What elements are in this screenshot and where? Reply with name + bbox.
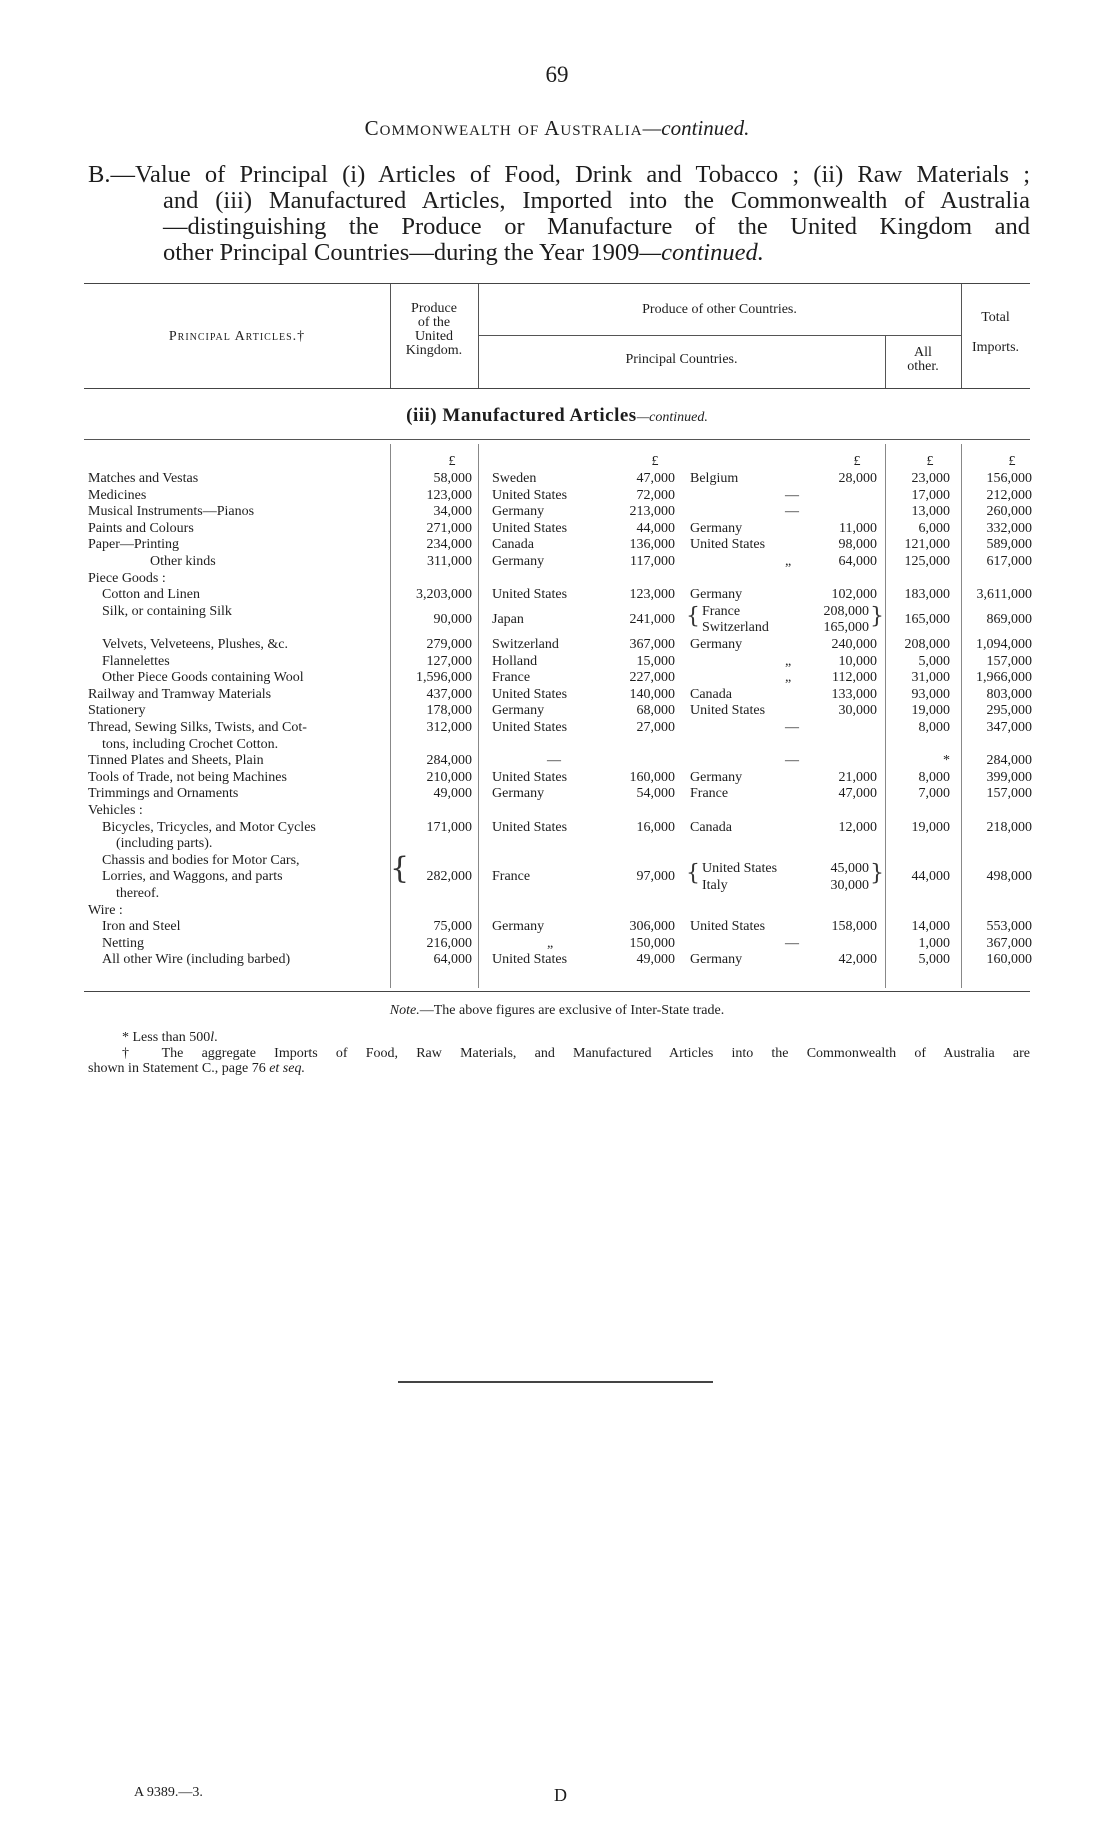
note-label: Note.	[389, 1003, 420, 1018]
country-2-value: 30,000	[838, 703, 877, 719]
country-2-value: 47,000	[838, 786, 877, 802]
article-name: All other Wire (including barbed)	[102, 952, 291, 968]
country-2: Canada	[690, 819, 732, 835]
country-1-value: 27,000	[636, 720, 675, 735]
article-name: Silk, or containing Silk	[102, 603, 232, 619]
total-imports-value: 589,000	[986, 537, 1032, 553]
page-number: 69	[545, 62, 569, 87]
print-reference: A 9389.—3.	[134, 1785, 203, 1800]
country-1-value: 213,000	[629, 504, 675, 520]
all-other-value: 19,000	[911, 703, 950, 719]
country-2: Germany	[690, 520, 743, 536]
article-name: Musical Instruments—Pianos	[88, 504, 255, 520]
title-line-3: —distinguishing the Produce or Manufacture of the United Kingdom and	[163, 213, 1030, 240]
total-imports-value: 295,000	[986, 703, 1032, 719]
country-1: —	[547, 753, 561, 769]
uk-value: 34,000	[433, 504, 472, 520]
brace-icon: {	[686, 861, 700, 887]
article-name: Paper—Printing	[88, 537, 179, 553]
uk-value: 1,596,000	[416, 670, 472, 686]
country-2-value: 158,000	[831, 919, 877, 935]
uk-value: 271,000	[426, 520, 472, 536]
country-1-value: 123,000	[629, 587, 675, 603]
country-2-value: 10,000	[838, 653, 877, 669]
article-name-cont: Lorries, and Waggons, and parts	[102, 869, 283, 885]
country-2: France	[690, 786, 729, 802]
title-line-2: and (iii) Manufactured Articles, Imported into the Commonwealth of Australia	[163, 187, 1030, 214]
country-1-value: 16,000	[636, 819, 675, 835]
country-1-value: 227,000	[629, 670, 675, 686]
uk-value: 282,000	[426, 869, 472, 885]
all-other-value: 93,000	[911, 686, 950, 702]
all-other-value: 165,000	[904, 612, 950, 628]
total-imports-value: 498,000	[986, 869, 1032, 885]
footnote-star-end: .	[214, 1030, 218, 1045]
article-name: Other kinds	[150, 554, 216, 569]
total-imports-value: 803,000	[986, 686, 1032, 702]
uk-value: 90,000	[433, 612, 472, 628]
article-name: Trimmings and Ornaments	[88, 786, 239, 802]
all-other-value: *	[943, 753, 950, 769]
total-imports-value: 212,000	[986, 487, 1032, 503]
article-name: Tinned Plates and Sheets, Plain	[88, 753, 264, 769]
country-2: —	[785, 504, 799, 520]
country-1-value: 72,000	[636, 487, 675, 503]
article-name-cont: tons, including Crochet Cotton.	[102, 736, 279, 752]
currency-symbol: £	[448, 454, 456, 469]
brace-icon: {	[390, 850, 410, 886]
total-imports-value: 157,000	[986, 653, 1032, 669]
country-2b: Switzerland	[702, 620, 769, 636]
country-2: —	[785, 487, 799, 503]
country-1: Germany	[492, 919, 545, 935]
currency-symbol: £	[651, 454, 659, 469]
country-1: „	[547, 935, 554, 951]
article-name: Bicycles, Tricycles, and Motor Cycles	[102, 819, 316, 835]
uk-value: 58,000	[433, 471, 472, 486]
country-1-value: 54,000	[636, 786, 675, 802]
country-2: United States	[690, 703, 766, 719]
all-other-value: 14,000	[911, 919, 950, 935]
country-2a: United States	[702, 861, 778, 877]
uk-value: 311,000	[427, 554, 472, 569]
country-1-value: 15,000	[636, 653, 675, 669]
brace-icon: }	[870, 604, 884, 630]
footnote-dagger-line-2	[88, 1061, 1030, 1076]
article-name: Railway and Tramway Materials	[88, 686, 272, 702]
country-1: Switzerland	[492, 637, 559, 652]
country-2b-value: 165,000	[823, 620, 869, 636]
country-1-value: 117,000	[630, 554, 675, 569]
country-2-value: 64,000	[838, 554, 877, 569]
country-1: United States	[492, 952, 568, 968]
country-1-value: 49,000	[636, 952, 675, 968]
section-heading	[0, 405, 1114, 427]
header-all-other	[885, 346, 961, 374]
total-imports-value: 553,000	[986, 919, 1032, 935]
all-other-value: 7,000	[918, 786, 950, 802]
article-name: Thread, Sewing Silks, Twists, and Cot-	[88, 720, 307, 735]
footnote-dagger-etseq: et seq.	[269, 1061, 305, 1076]
total-imports-value: 160,000	[986, 952, 1032, 968]
article-name: Cotton and Linen	[102, 587, 200, 603]
country-1-value: 150,000	[629, 935, 675, 951]
country-2: —	[785, 753, 799, 769]
country-2: Belgium	[690, 471, 739, 486]
country-1: United States	[492, 520, 568, 536]
header-divider	[478, 284, 479, 388]
all-other-value: 13,000	[911, 504, 950, 520]
country-1: France	[492, 670, 531, 686]
country-1: United States	[492, 819, 568, 835]
all-other-value: 17,000	[911, 487, 950, 503]
header-principal-countries: Principal Countries.	[625, 352, 738, 367]
all-other-value: 8,000	[918, 769, 950, 785]
footnote-dagger-text: shown in Statement C., page 76	[88, 1061, 270, 1076]
header-uk-line: of the	[417, 315, 451, 330]
all-other-value: 121,000	[904, 537, 950, 553]
currency-symbol: £	[1008, 454, 1016, 469]
country-1-value: 241,000	[629, 612, 675, 628]
country-2a: France	[702, 603, 741, 619]
article-name: Stationery	[88, 703, 146, 719]
country-1: United States	[492, 720, 568, 735]
country-1-value: 136,000	[629, 537, 675, 553]
uk-value: 127,000	[426, 653, 472, 669]
country-1: France	[492, 869, 531, 885]
article-name: Tools of Trade, not being Machines	[88, 769, 287, 785]
header-uk-line: United	[414, 329, 454, 344]
all-other-value: 31,000	[911, 670, 950, 686]
country-1-value: 160,000	[629, 769, 675, 785]
article-name: Netting	[102, 935, 144, 951]
brace-icon: {	[686, 604, 700, 630]
running-head-main: Commonwealth of Australia	[364, 116, 643, 140]
country-1: United States	[492, 487, 568, 503]
country-1: Germany	[492, 786, 545, 802]
all-other-value: 125,000	[904, 554, 950, 569]
article-name: Wire :	[88, 902, 123, 918]
header-other-countries: Produce of other Countries.	[642, 302, 797, 317]
country-2b: Italy	[702, 877, 728, 893]
country-1: United States	[492, 587, 568, 603]
total-imports-value: 617,000	[986, 554, 1032, 569]
uk-value: 284,000	[426, 753, 472, 769]
total-imports-value: 399,000	[986, 769, 1032, 785]
all-other-value: 183,000	[904, 587, 950, 603]
section-title: (iii) Manufactured Articles	[406, 405, 637, 426]
country-2: Canada	[690, 686, 732, 702]
header-principal-articles: Principal Articles.†	[168, 329, 306, 344]
uk-value: 123,000	[426, 487, 472, 503]
country-2-value: 112,000	[832, 670, 877, 686]
total-imports-value: 347,000	[986, 720, 1032, 735]
country-1-value: 367,000	[629, 637, 675, 652]
country-1-value: 68,000	[636, 703, 675, 719]
country-1: United States	[492, 686, 568, 702]
header-uk-line: Produce	[411, 301, 457, 316]
uk-value: 216,000	[426, 935, 472, 951]
total-imports-value: 157,000	[986, 786, 1032, 802]
country-2-value: 21,000	[838, 769, 877, 785]
country-2: —	[785, 720, 799, 735]
country-1: Holland	[492, 653, 538, 669]
article-name: Piece Goods :	[88, 570, 166, 586]
country-1: Germany	[492, 504, 545, 520]
end-rule	[398, 1381, 713, 1383]
country-2a-value: 45,000	[830, 861, 869, 877]
uk-value: 437,000	[426, 686, 472, 702]
header-total-line: Imports.	[971, 340, 1020, 355]
country-1: Germany	[492, 703, 545, 719]
footnote-dagger-line-1: † The aggregate Imports of Food, Raw Materials, and Manufactured Articles into the Commonwealth of Australia are	[122, 1046, 1030, 1061]
country-2: „	[785, 670, 792, 686]
country-1: Japan	[492, 612, 524, 628]
note	[0, 1003, 1114, 1019]
country-2-value: 98,000	[838, 537, 877, 553]
total-imports-value: 367,000	[986, 935, 1032, 951]
footnote-star-text: * Less than 500	[122, 1030, 211, 1045]
country-1-value: 97,000	[636, 869, 675, 885]
country-2-value: 42,000	[838, 952, 877, 968]
header-all-other-line: other.	[907, 359, 939, 374]
country-2: Germany	[690, 952, 743, 968]
country-2: United States	[690, 919, 766, 935]
article-name: Medicines	[88, 487, 147, 503]
article-name-cont: (including parts).	[116, 836, 213, 852]
title-line-4	[88, 240, 1030, 266]
uk-value: 178,000	[426, 703, 472, 719]
uk-value: 49,000	[433, 786, 472, 802]
country-2-value: 28,000	[838, 471, 877, 486]
table-title	[88, 162, 1030, 266]
uk-value: 234,000	[426, 537, 472, 553]
country-2-value: 12,000	[838, 819, 877, 835]
article-name: Flannelettes	[102, 653, 170, 669]
article-name: Iron and Steel	[102, 919, 181, 935]
footnote-star	[88, 1030, 1064, 1045]
all-other-value: 208,000	[904, 637, 950, 652]
total-imports-value: 284,000	[986, 753, 1032, 769]
currency-symbol: £	[853, 454, 861, 469]
column-divider	[478, 444, 479, 988]
all-other-value: 1,000	[918, 935, 950, 951]
title-line-4-text: other Principal Countries—during the Year 1909	[163, 239, 640, 266]
uk-value: 75,000	[433, 919, 472, 935]
article-name: Matches and Vestas	[88, 471, 199, 486]
table-header	[84, 283, 1030, 389]
header-total-line: Total	[981, 310, 1010, 325]
country-1: Canada	[492, 537, 534, 553]
country-2-value: 11,000	[839, 520, 877, 536]
uk-value: 279,000	[426, 637, 472, 652]
title-line-1: B.—Value of Principal (i) Articles of Food, Drink and Tobacco ; (ii) Raw Materials ;	[88, 161, 1030, 188]
country-2b-value: 30,000	[830, 877, 869, 893]
country-2: Germany	[690, 637, 743, 652]
country-2-value: 240,000	[831, 637, 877, 652]
article-name-cont: thereof.	[116, 886, 160, 901]
country-2-value: 102,000	[831, 587, 877, 603]
country-1: Germany	[492, 554, 545, 569]
uk-value: 3,203,000	[416, 587, 472, 603]
article-name: Vehicles :	[88, 803, 143, 818]
country-1-value: 47,000	[636, 471, 675, 486]
country-1: United States	[492, 769, 568, 785]
header-uk-line: Kingdom.	[405, 343, 463, 358]
uk-value: 210,000	[426, 769, 472, 785]
country-1: Sweden	[492, 471, 537, 486]
article-name: Chassis and bodies for Motor Cars,	[102, 852, 300, 868]
note-text: —The above figures are exclusive of Inter-State trade.	[419, 1003, 725, 1018]
total-imports-value: 1,094,000	[976, 637, 1032, 652]
total-imports-value: 3,611,000	[976, 587, 1032, 603]
all-other-value: 6,000	[918, 520, 950, 536]
header-uk	[390, 302, 478, 358]
article-name: Velvets, Velveteens, Plushes, &c.	[102, 637, 288, 652]
signature-letter: D	[554, 1785, 567, 1805]
article-name: Other Piece Goods containing Wool	[102, 670, 304, 686]
total-imports-value: 332,000	[986, 520, 1032, 536]
total-imports-value: 260,000	[986, 504, 1032, 520]
brace-icon: }	[870, 861, 884, 887]
total-imports-value: 218,000	[986, 819, 1032, 835]
country-2: „	[785, 554, 792, 569]
all-other-value: 5,000	[918, 952, 950, 968]
total-imports-value: 1,966,000	[976, 670, 1032, 686]
title-line-4-cont: —continued.	[639, 239, 764, 266]
footnote-dagger	[88, 1046, 1030, 1076]
country-2: United States	[690, 537, 766, 553]
header-subrule	[478, 335, 961, 336]
header-all-other-line: All	[914, 345, 932, 360]
article-name: Paints and Colours	[88, 520, 194, 536]
all-other-value: 19,000	[911, 819, 950, 835]
all-other-value: 44,000	[911, 869, 950, 885]
country-1-value: 44,000	[636, 520, 675, 536]
all-other-value: 8,000	[918, 720, 950, 735]
running-head-cont: —continued.	[642, 116, 750, 140]
country-2: Germany	[690, 769, 743, 785]
total-imports-value: 869,000	[986, 612, 1032, 628]
body-top-rule	[84, 439, 1030, 440]
currency-symbol: £	[926, 454, 934, 469]
country-2a-value: 208,000	[823, 603, 869, 619]
all-other-value: 23,000	[911, 471, 950, 486]
country-1-value: 140,000	[629, 686, 675, 702]
total-imports-value: 156,000	[986, 471, 1032, 486]
running-head	[0, 116, 1114, 141]
uk-value: 64,000	[433, 952, 472, 968]
country-2: —	[785, 935, 799, 951]
country-1-value: 306,000	[629, 919, 675, 935]
uk-value: 312,000	[426, 720, 472, 735]
body-bottom-rule	[84, 991, 1030, 992]
country-2: „	[785, 653, 792, 669]
country-2-value: 133,000	[831, 686, 877, 702]
country-2: Germany	[690, 587, 743, 603]
footnote-star-unit: l	[210, 1030, 215, 1045]
uk-value: 171,000	[426, 819, 472, 835]
header-total-imports	[961, 311, 1030, 355]
all-other-value: 5,000	[918, 653, 950, 669]
section-cont: —continued.	[636, 410, 708, 425]
